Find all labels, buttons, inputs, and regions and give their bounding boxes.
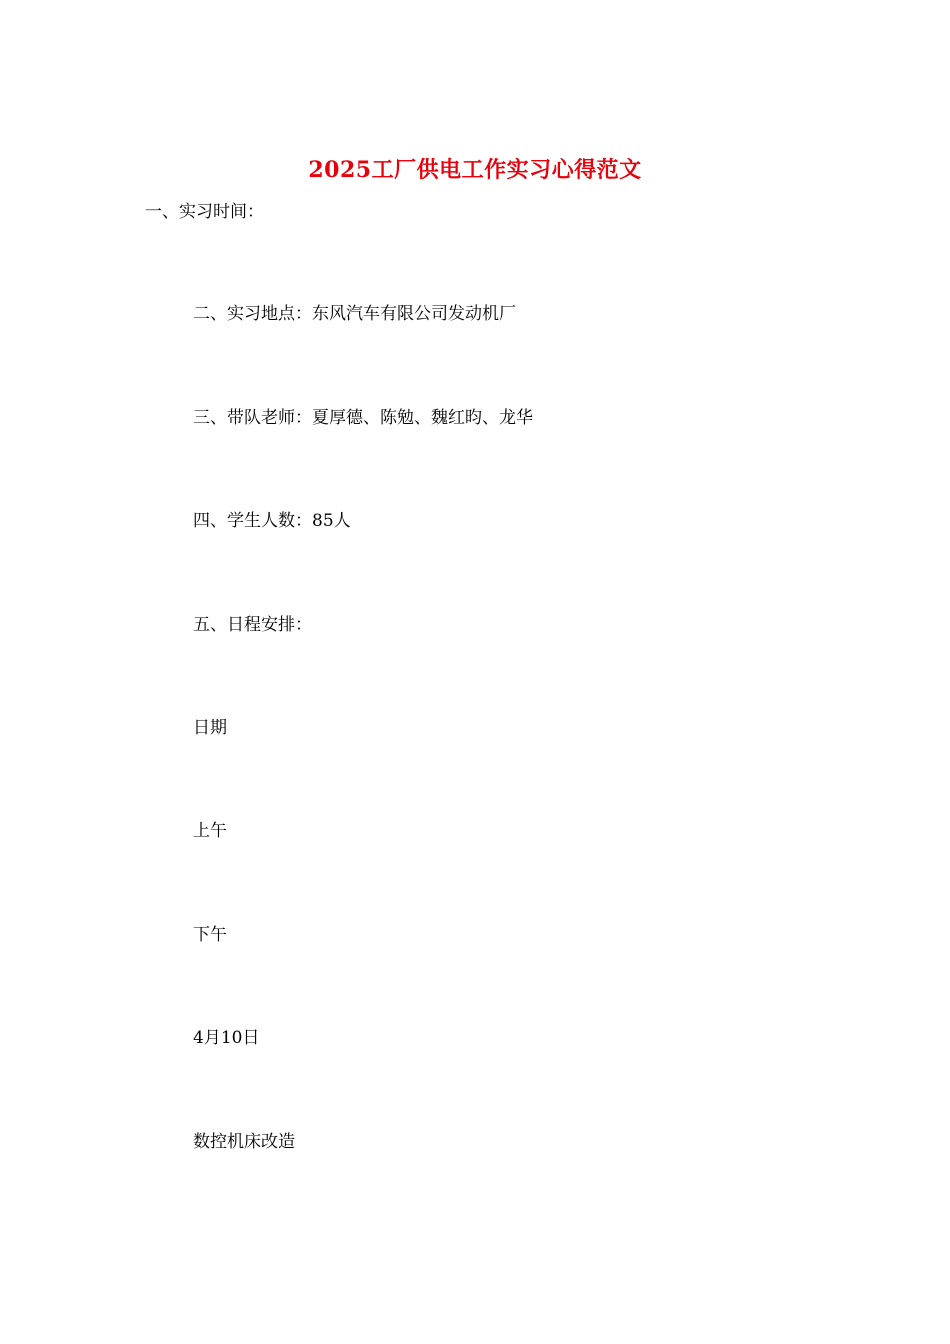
schedule-morning-header: 上午 xyxy=(193,821,227,841)
schedule-activity: 数控机床改造 xyxy=(193,1132,295,1152)
schedule-afternoon-header: 下午 xyxy=(193,925,227,945)
section-practice-time: 一、实习时间： xyxy=(145,202,264,222)
section-schedule: 五、日程安排： xyxy=(193,615,312,635)
schedule-date-header: 日期 xyxy=(193,718,227,738)
section-practice-location: 二、实习地点：东风汽车有限公司发动机厂 xyxy=(193,304,516,324)
section-teachers: 三、带队老师：夏厚德、陈勉、魏红昀、龙华 xyxy=(193,408,533,428)
schedule-date-value: 4月10日 xyxy=(193,1028,260,1048)
document-title: 2025工厂供电工作实习心得范文 xyxy=(308,157,642,183)
section-student-count: 四、学生人数：85人 xyxy=(193,511,351,531)
